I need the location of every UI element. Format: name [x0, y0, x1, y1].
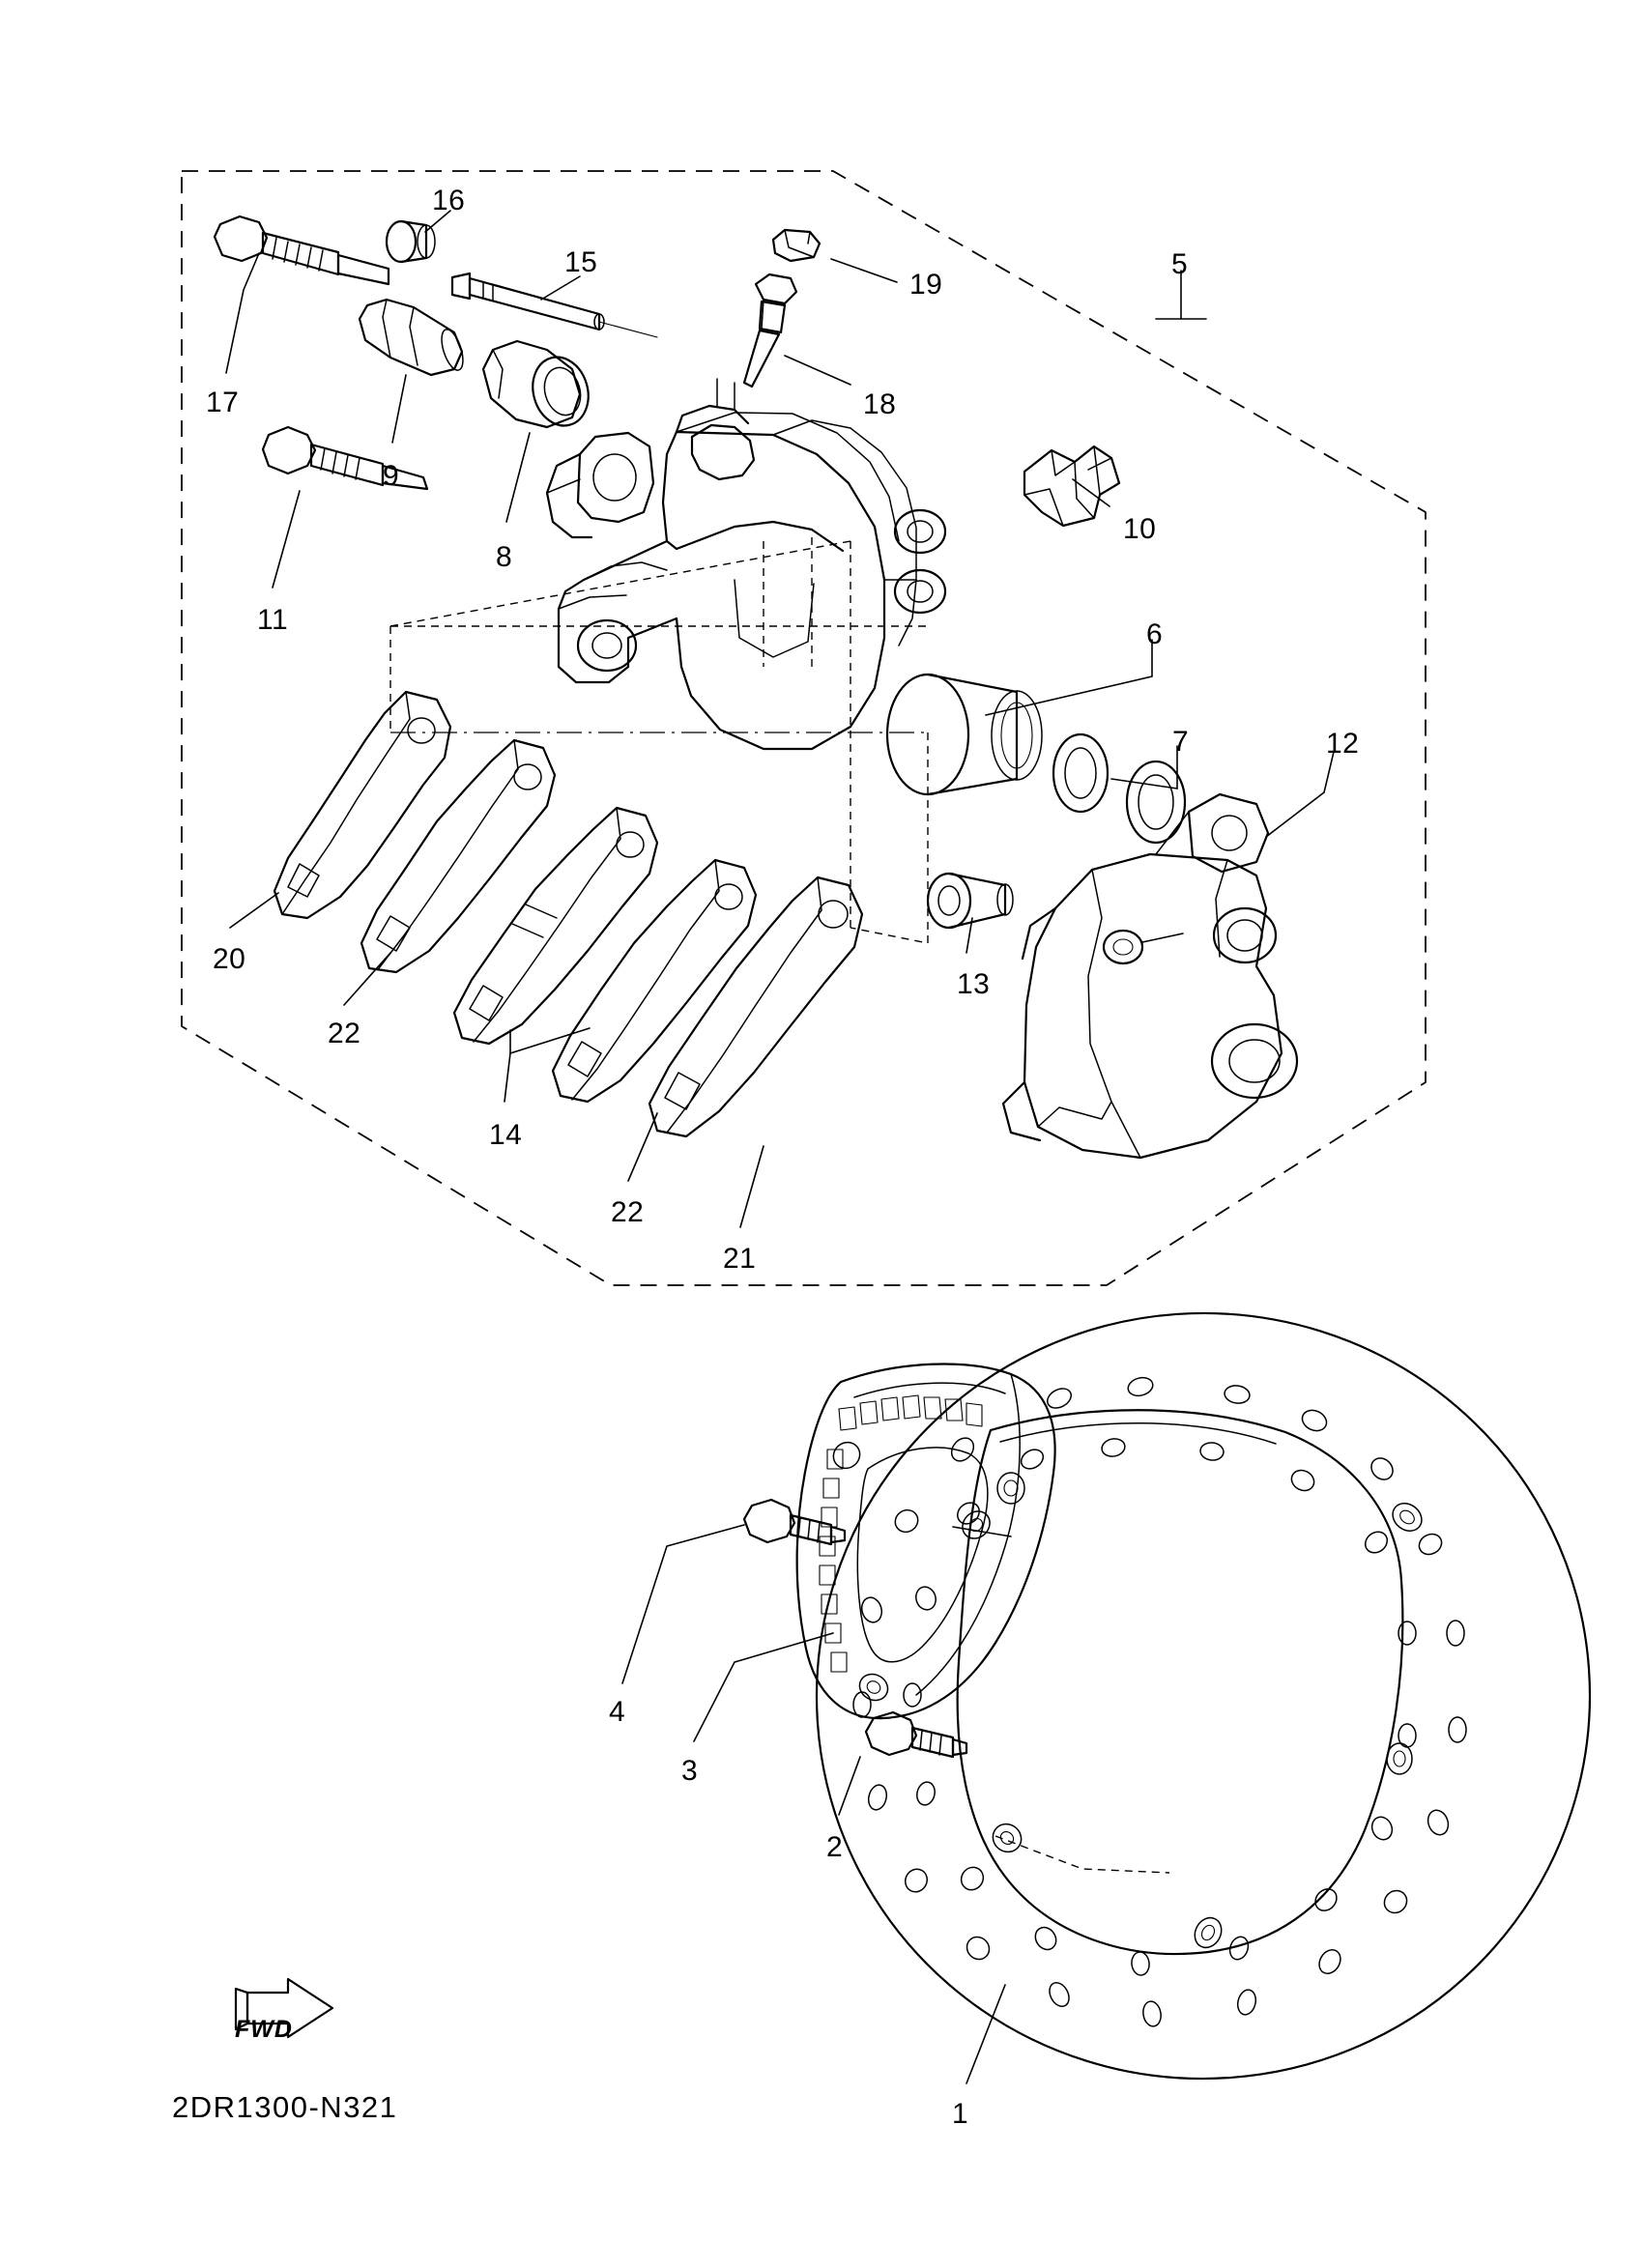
callout-9: 9 — [383, 460, 400, 492]
callout-10: 10 — [1123, 513, 1157, 545]
callout-8: 8 — [496, 541, 513, 573]
part-15-slide-pin — [452, 273, 657, 337]
brake-disc-group — [791, 1287, 1615, 2105]
part-4-bolt — [744, 1500, 845, 1544]
assembly-boundary-5 — [182, 171, 1426, 1285]
callout-7: 7 — [1172, 726, 1190, 758]
callout-1: 1 — [952, 2098, 969, 2130]
part-code-label: 2DR1300-N321 — [172, 2090, 398, 2124]
part-6-piston-large — [887, 675, 1042, 794]
part-12-caliper-bracket — [1003, 794, 1297, 1158]
callout-3: 3 — [681, 1755, 699, 1787]
callout-5: 5 — [1171, 248, 1189, 280]
part-7-seals — [1053, 734, 1185, 843]
callout-22-left: 22 — [328, 1018, 361, 1049]
part-22-pad-b — [553, 860, 756, 1102]
callout-20: 20 — [213, 943, 246, 975]
part-20-pad — [274, 692, 450, 918]
callout-22-right: 22 — [611, 1196, 645, 1228]
callout-13: 13 — [957, 968, 991, 1000]
reference-lines — [390, 541, 928, 943]
callout-14: 14 — [489, 1119, 523, 1151]
part-16-bush — [387, 221, 435, 262]
part-11-bolt — [263, 427, 427, 492]
part-21-shim — [649, 877, 862, 1136]
callout-15: 15 — [564, 246, 598, 278]
callout-16: 16 — [432, 185, 466, 216]
callout-6: 6 — [1146, 618, 1164, 650]
callout-21: 21 — [723, 1243, 757, 1275]
caliper-body-group — [547, 379, 945, 749]
part-9-boot-sleeve — [360, 300, 467, 375]
callout-17: 17 — [206, 387, 240, 418]
fwd-label: FWD — [235, 2016, 293, 2043]
callout-2: 2 — [826, 1831, 844, 1863]
callout-19: 19 — [909, 269, 943, 301]
callout-12: 12 — [1326, 728, 1360, 760]
part-17-bolt — [215, 216, 389, 284]
part-19-bleed-cap — [773, 230, 820, 261]
part-13-bush — [928, 874, 1013, 928]
part-8-piston — [483, 341, 596, 432]
callout-11: 11 — [257, 604, 289, 636]
callout-18: 18 — [863, 388, 897, 420]
part-14-pad — [454, 808, 657, 1044]
part-10-pad-spring — [1024, 446, 1119, 526]
callout-4: 4 — [609, 1696, 626, 1728]
part-22-pad-a — [361, 740, 555, 972]
part-18-bleed-screw — [744, 274, 796, 387]
